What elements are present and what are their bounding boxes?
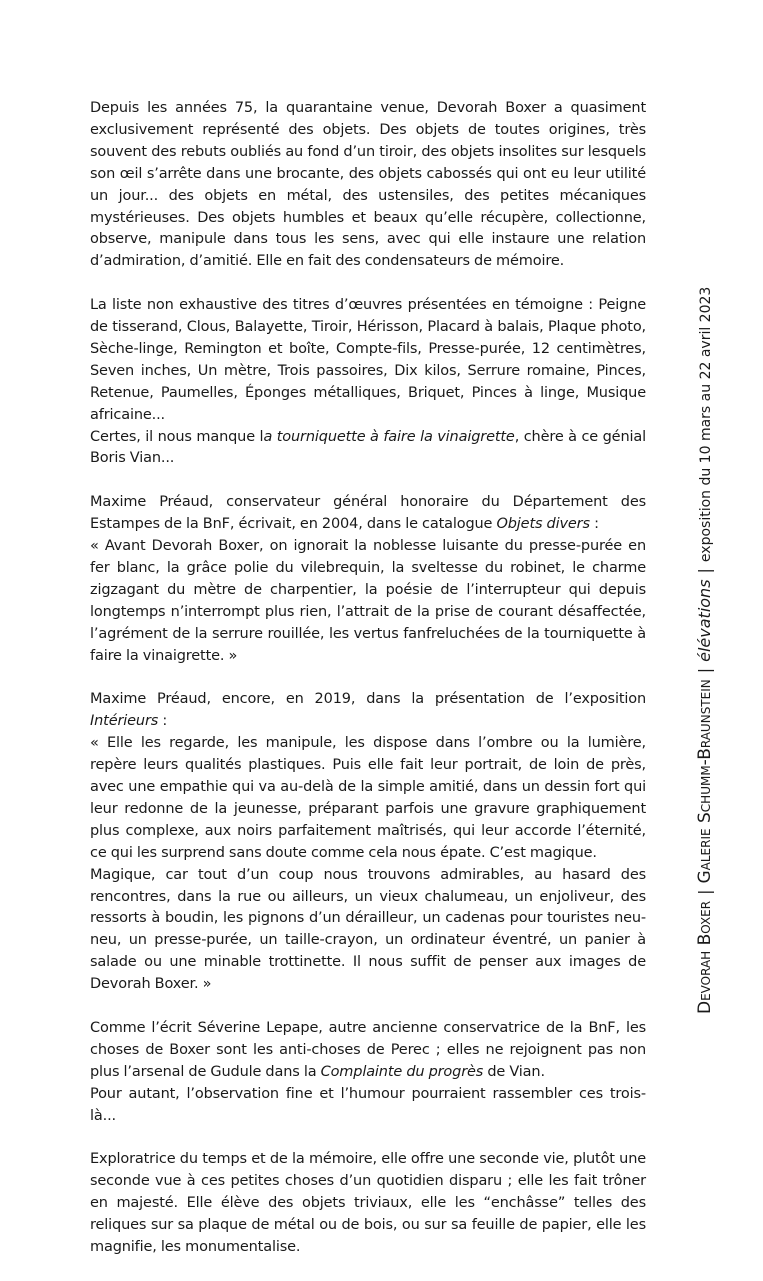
lepape-conclusion: Pour autant, l’observation fine et l’humour pourraient rassembler ces trois-là... <box>90 1085 646 1124</box>
vian-remark-end: , chère à ce génial Boris Vian... <box>90 428 646 467</box>
paragraph-lepape <box>90 1018 646 1128</box>
separator-1: | <box>695 889 714 895</box>
show-title: élévations <box>695 579 714 662</box>
complainte-title: Complainte du progrès <box>320 1063 484 1080</box>
separator-2: | <box>695 667 714 674</box>
lepape-text <box>90 1018 646 1084</box>
exhibition-title: Intérieurs <box>90 713 159 730</box>
preaud-2019-intro <box>90 689 646 733</box>
lepape-text-start: Comme l’écrit Séverine Lepape, autre ancienne conservatrice de la BnF, les choses de Boxer sont les anti-choses de Perec ; elles ne rejoignent pas non plus l’arsenal de Gudule dans la <box>90 1020 646 1080</box>
paragraph-preaud-2019 <box>90 689 646 996</box>
paragraph-intro: Depuis les années 75, la quarantaine venue, Devorah Boxer a quasiment exclusivement représenté des objets. Des objets de toutes origines, très souvent des rebuts oubliés au fond d’un tiroir, des objets insolites sur lesquels son œil s’arrête dans une brocante, des objets cabossés qui ont eu leur utilité un jour... des objets en métal, des ustensiles, des petites mécaniques mystérieuses. Des objets humbles et beaux qu’elle récupère, collectionne, observe, manipule dans tous les sens, avec qui elle instaure une relation d’admiration, d’amitié. Elle en fait des condensateurs de mémoire. <box>90 100 646 270</box>
catalogue-title: Objets divers <box>496 516 590 533</box>
preaud-2019-quote-continued: Magique, car tout d’un coup nous trouvons admirables, au hasard des rencontres, dans la rue ou ailleurs, un vieux chalumeau, un enjoliveur, des ressorts à boudin, les pignons d’un dérailleur, un cadenas pour touristes neu-neu, un presse-purée, un taille-crayon, un ordinateur éventré, un panier à salade ou une minable trottinette. Il nous suffit de penser aux images de Devorah Boxer. » <box>90 866 646 993</box>
titles-list-text: La liste non exhaustive des titres d’œuvres présentées en témoigne : Peigne de tisserand, Clous, Balayette, Tiroir, Hérisson, Placard à balais, Plaque photo, Sèche-linge, Remington et boîte, Compte-fils, Presse-purée, 12 centimètres, Seven inches, Un mètre, Trois passoires, Dix kilos, Serrure romaine, Pinces, Retenue, Paumelles, Éponges métalliques, Briquet, Pinces à linge, Musique africaine... <box>90 297 646 423</box>
preaud-2004-quote: « Avant Devorah Boxer, on ignorait la noblesse luisante du presse-purée en fer blanc, la grâce polie du vilebrequin, la sveltesse du robinet, le charme zigzagant du mètre de charpentier, la poésie de l’interrupteur qui depuis longtemps n’interrompt plus rien, l’attrait de la prise de courant désaffectée, l’agrément de la serrure rouillée, les vertus fanfreluchées de la tourniquette à faire la vinaigrette. » <box>90 538 646 664</box>
gallery-name: Galerie Schumm-Braunstein <box>695 679 715 884</box>
separator-3: | <box>695 568 714 574</box>
preaud-2004-intro-end: : <box>589 516 599 533</box>
preaud-2019-intro-start: Maxime Préaud, encore, en 2019, dans la présentation de l’exposition <box>90 691 646 708</box>
vian-remark-start: Certes, il nous manque l <box>90 428 264 445</box>
artist-name: Devorah Boxer <box>695 900 715 1014</box>
article-body <box>90 98 646 1281</box>
exhibition-dates: exposition du 10 mars au 22 avril 2023 <box>698 286 714 563</box>
preaud-2004-intro <box>90 492 646 536</box>
vian-remark <box>90 427 646 471</box>
paragraph-preaud-2004 <box>90 492 646 667</box>
preaud-2004-intro-start: Maxime Préaud, conservateur général honoraire du Département des Estampes de la BnF, écrivait, en 2004, dans le catalogue <box>90 494 646 533</box>
vertical-exhibition-label <box>690 54 720 1014</box>
paragraph-titles-list <box>90 295 646 470</box>
preaud-2019-quote: « Elle les regarde, les manipule, les dispose dans l’ombre ou la lumière, repère leurs qualités plastiques. Puis elle fait leur portrait, de loin de près, avec une empathie qui va au-delà de la simple amitié, dans un dessin fort qui leur redonne de la jeunesse, préparant parfois une gravure graphiquement plus complexe, aux noirs parfaitement maîtrisés, qui leur accorde l’éternité, ce qui les surprend sans doute comme cela nous épate. C’est magique. <box>90 735 646 861</box>
preaud-2019-intro-end: : <box>158 713 168 730</box>
paragraph-conclusion: Exploratrice du temps et de la mémoire, elle offre une seconde vie, plutôt une seconde vue à ces petites choses d’un quotidien disparu ; elle les fait trôner en majesté. Elle élève des objets triviaux, elle les “enchâsse” telles des reliques sur sa plaque de métal ou de bois, ou sur sa feuille de papier, elle les magnifie, les monumentalise. <box>90 1151 646 1256</box>
vian-remark-italic: a tourniquette à faire la vinaigrette <box>263 428 515 445</box>
lepape-text-end: de Vian. <box>483 1063 545 1080</box>
